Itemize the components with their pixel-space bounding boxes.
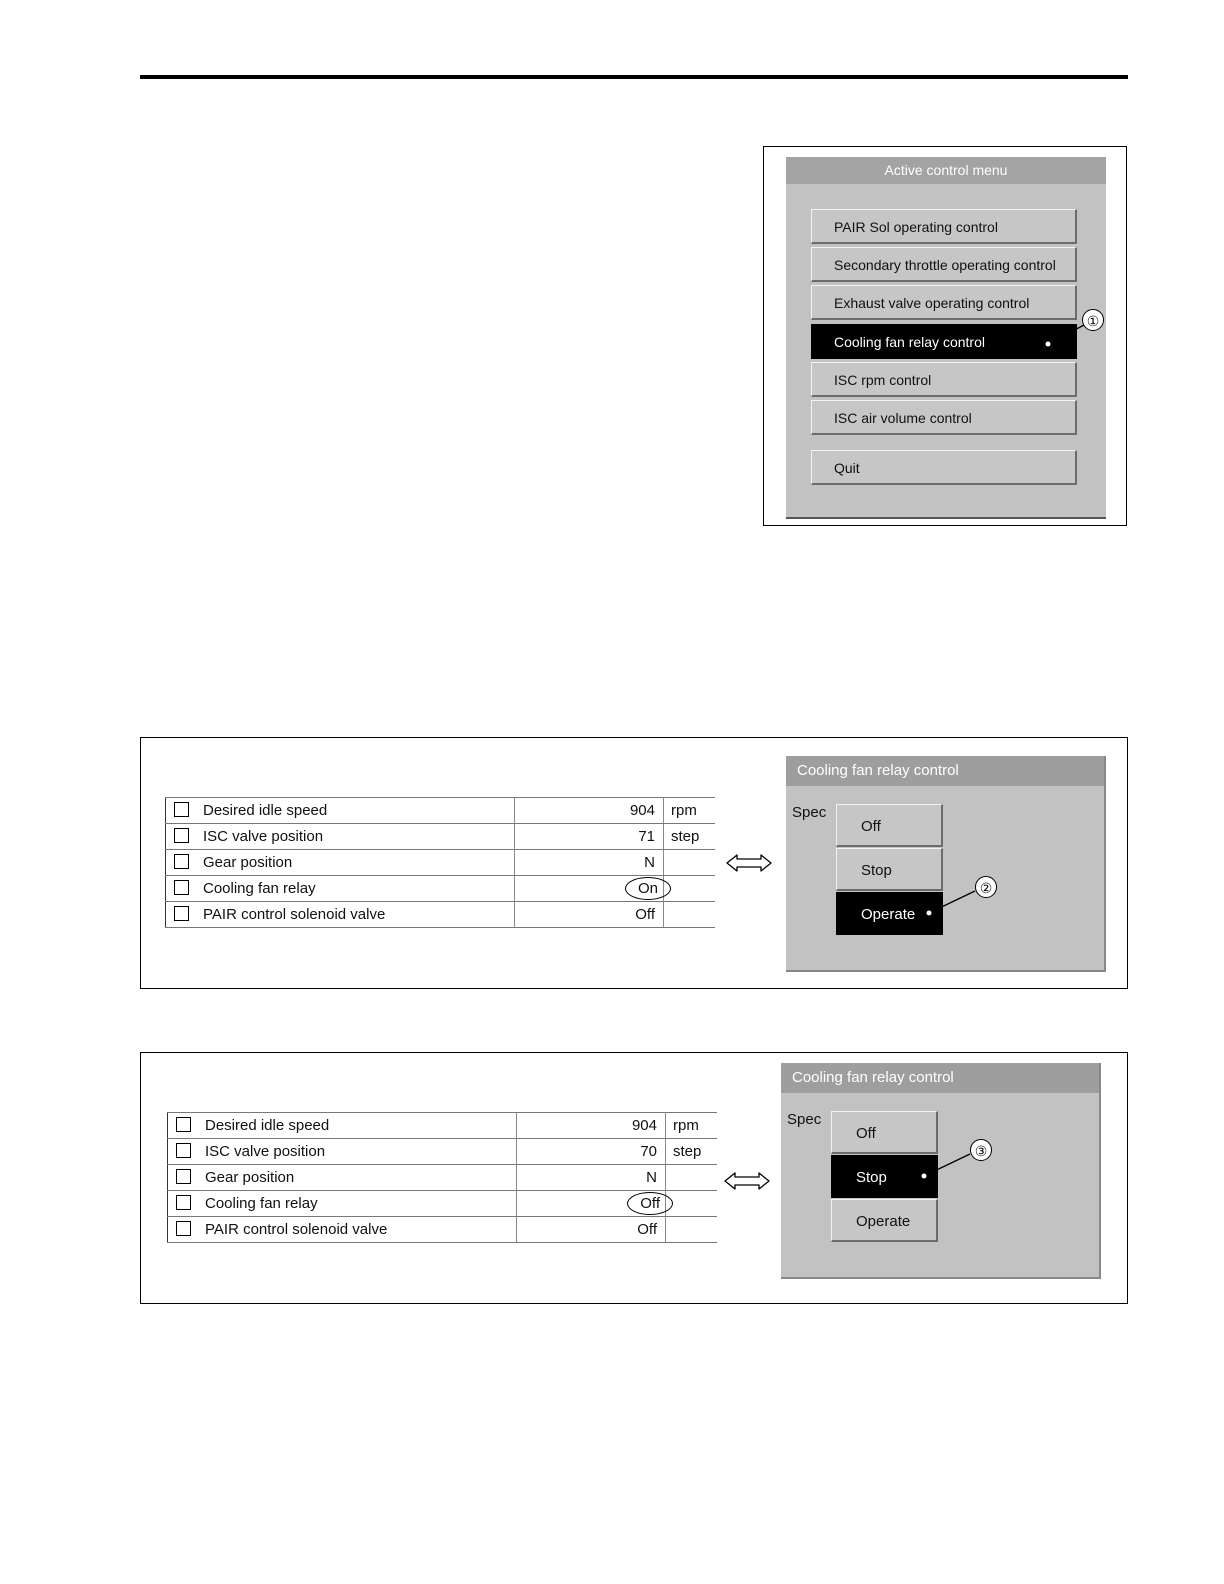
spec-label: Spec	[792, 804, 827, 821]
row-name: Cooling fan relay	[203, 880, 316, 897]
row-unit: rpm	[666, 1113, 718, 1139]
row-value: 904	[517, 1113, 666, 1139]
operate-button[interactable]: Operate	[836, 892, 943, 935]
header-rule	[140, 75, 1128, 79]
menu-item-isc-air-volume[interactable]: ISC air volume control	[811, 400, 1077, 435]
row-name: Gear position	[203, 854, 293, 871]
row-unit: rpm	[664, 798, 716, 824]
off-button[interactable]: Off	[836, 804, 943, 847]
row-name: PAIR control solenoid valve	[205, 1221, 388, 1238]
window-title: Cooling fan relay control	[786, 756, 1104, 786]
circled-value: Off	[627, 1192, 673, 1215]
row-value: N	[515, 850, 664, 876]
row-value: 70	[517, 1139, 666, 1165]
menu-item-pair-sol[interactable]: PAIR Sol operating control	[811, 209, 1077, 244]
row-name: PAIR control solenoid valve	[203, 906, 386, 923]
menu-item-isc-rpm[interactable]: ISC rpm control	[811, 362, 1077, 397]
callout-number-1: ①	[1082, 309, 1104, 331]
callout-leader-1	[764, 147, 1128, 527]
row-value: N	[517, 1165, 666, 1191]
callout-leader-2	[141, 738, 1129, 990]
row-value: 71	[515, 824, 664, 850]
menu-item-cooling-fan-relay[interactable]: Cooling fan relay control	[811, 324, 1077, 359]
row-name: Desired idle speed	[203, 802, 328, 819]
callout-leader-3	[141, 1053, 1129, 1305]
stop-button[interactable]: Stop	[836, 848, 943, 891]
row-value: Off	[517, 1217, 666, 1243]
row-name: Gear position	[205, 1169, 295, 1186]
row-unit: step	[666, 1139, 718, 1165]
figure-operate	[140, 737, 1128, 989]
menu-item-exhaust-valve[interactable]: Exhaust valve operating control	[811, 285, 1077, 320]
operate-button[interactable]: Operate	[831, 1199, 938, 1242]
spec-label: Spec	[787, 1111, 822, 1128]
callout-number-2: ②	[975, 876, 997, 898]
window-title: Cooling fan relay control	[781, 1063, 1099, 1093]
circled-value: On	[625, 877, 671, 900]
menu-item-secondary-throttle[interactable]: Secondary throttle operating control	[811, 247, 1077, 282]
row-name: ISC valve position	[205, 1143, 326, 1160]
callout-number-3: ③	[970, 1139, 992, 1161]
row-value: Off	[515, 902, 664, 928]
stop-button[interactable]: Stop	[831, 1155, 938, 1198]
window-title: Active control menu	[786, 157, 1106, 184]
off-button[interactable]: Off	[831, 1111, 938, 1154]
row-name: ISC valve position	[203, 828, 324, 845]
row-name: Cooling fan relay	[205, 1195, 318, 1212]
quit-button[interactable]: Quit	[811, 450, 1077, 485]
figure-stop	[140, 1052, 1128, 1304]
row-value: 904	[515, 798, 664, 824]
row-unit: step	[664, 824, 716, 850]
row-name: Desired idle speed	[205, 1117, 330, 1134]
figure-active-control-menu	[763, 146, 1127, 526]
